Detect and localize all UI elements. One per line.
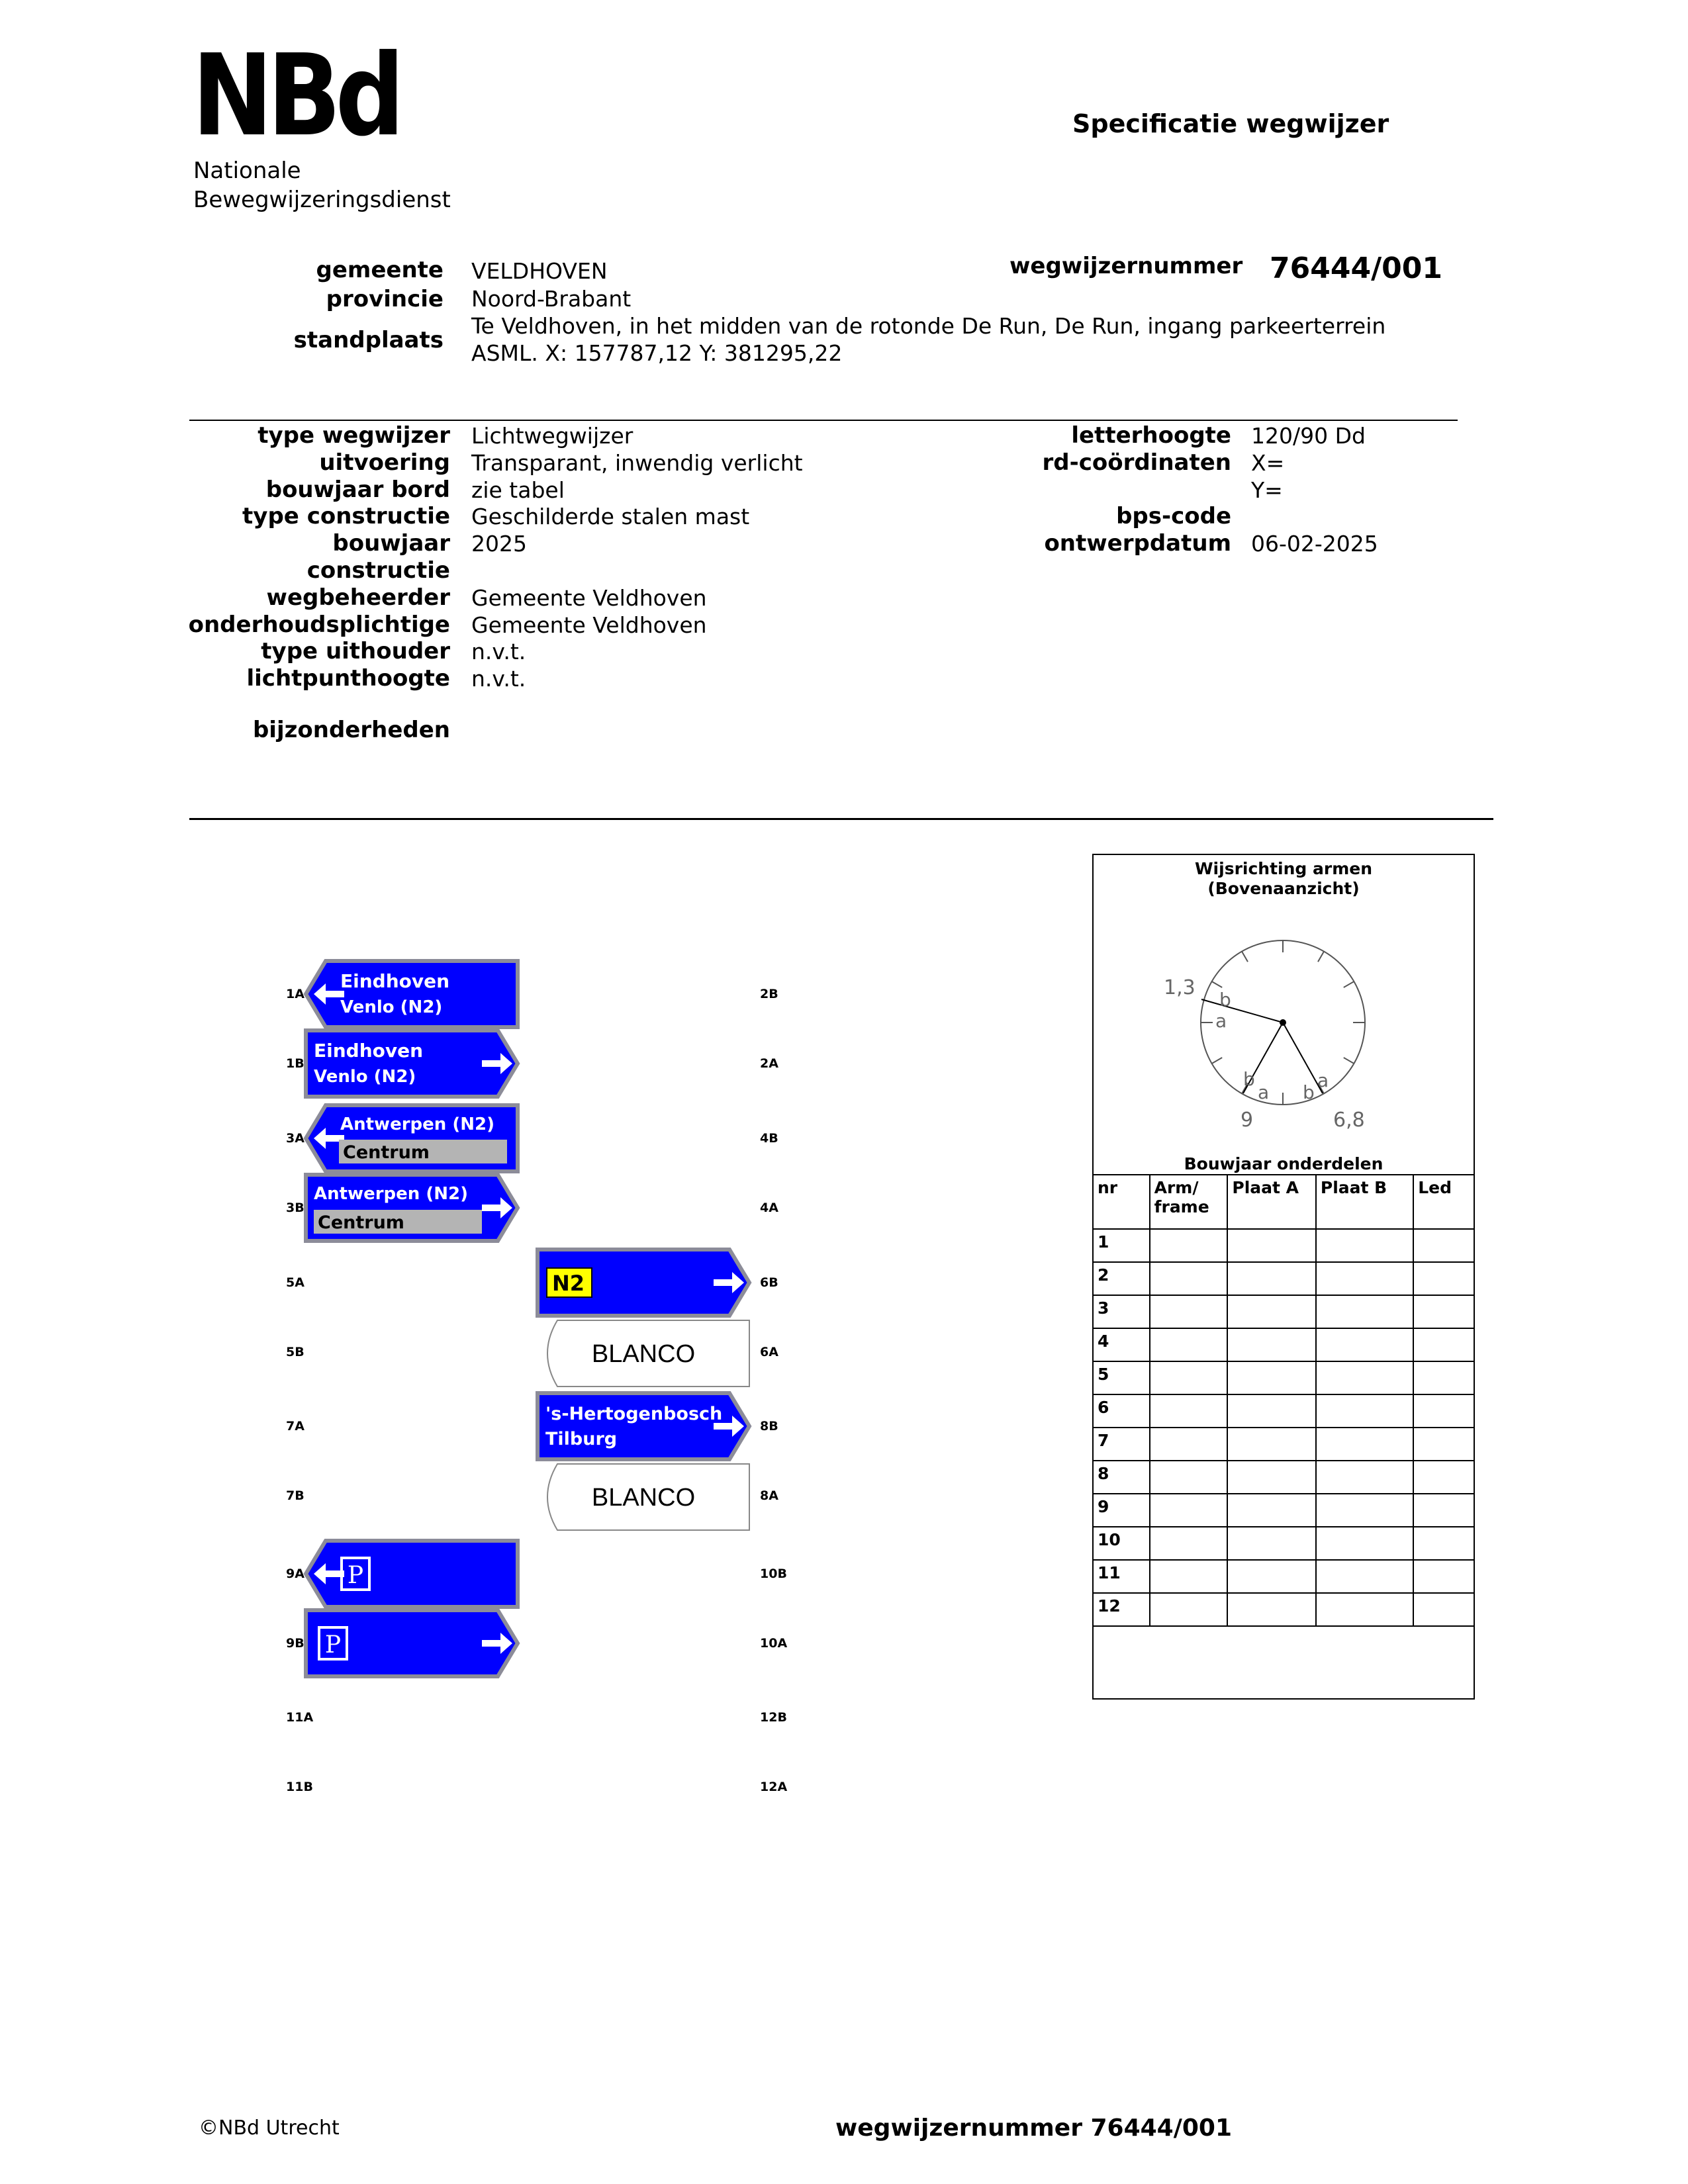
footer-copyright: ©NBd Utrecht bbox=[199, 2116, 340, 2140]
bouwjaar-cell bbox=[1316, 1461, 1413, 1494]
bouwjaar-row bbox=[1093, 1361, 1474, 1394]
spec-right-label: bps-code bbox=[1116, 503, 1231, 530]
bouwjaar-row bbox=[1093, 1428, 1474, 1461]
slot-label-right: 6B bbox=[760, 1275, 778, 1290]
bouwjaar-row-number: 8 bbox=[1093, 1461, 1150, 1494]
bouwjaar-row bbox=[1093, 1593, 1474, 1626]
slot-label-left: 1A bbox=[286, 987, 305, 1001]
compass-label-1-3: 1,3 bbox=[1164, 976, 1196, 999]
orientation-panel bbox=[1092, 854, 1475, 1700]
spec-label: bouwjaar bord bbox=[265, 476, 450, 503]
bouwjaar-row-number: 12 bbox=[1093, 1593, 1150, 1626]
slot-label-right: 12B bbox=[760, 1710, 787, 1725]
bouwjaar-cell bbox=[1150, 1527, 1228, 1560]
bouwjaar-cell bbox=[1150, 1394, 1228, 1428]
sign-9b-parking: P bbox=[324, 1631, 342, 1659]
spec-label: lichtpunthoogte bbox=[246, 665, 450, 692]
gemeente-label: gemeente bbox=[316, 257, 444, 283]
sign-3b-line2: Centrum bbox=[318, 1212, 404, 1233]
bouwjaar-cell bbox=[1316, 1593, 1413, 1626]
compass-center bbox=[1280, 1019, 1286, 1026]
sign-6a bbox=[547, 1320, 749, 1387]
bouwjaar-title: Bouwjaar onderdelen bbox=[1184, 1154, 1383, 1173]
bouwjaar-row bbox=[1093, 1461, 1474, 1494]
wegwijzernummer-value: 76444/001 bbox=[1270, 251, 1442, 285]
sign-1b-line1: Eindhoven bbox=[314, 1040, 424, 1062]
sign-8b bbox=[538, 1393, 749, 1459]
spec-right-label: rd-coördinaten bbox=[1042, 449, 1231, 476]
spec-right-value: 120/90 Dd bbox=[1251, 423, 1366, 449]
compass-label-9: 9 bbox=[1241, 1109, 1254, 1132]
compass-title-line2: (Bovenaanzicht) bbox=[1207, 879, 1360, 898]
slot-label-left: 11B bbox=[286, 1780, 313, 1794]
bouwjaar-cell bbox=[1413, 1461, 1474, 1494]
slot-label-right: 12A bbox=[760, 1780, 788, 1794]
sign-1b-line2: Venlo (N2) bbox=[314, 1067, 416, 1087]
slot-label-left: 7B bbox=[286, 1488, 305, 1503]
bouwjaar-cell bbox=[1227, 1328, 1316, 1361]
bouwjaar-cell bbox=[1413, 1262, 1474, 1295]
slot-label-left: 5B bbox=[286, 1345, 305, 1359]
arm-1-3 bbox=[1201, 999, 1283, 1023]
compass-tick bbox=[1318, 952, 1324, 962]
bouwjaar-cell bbox=[1316, 1394, 1413, 1428]
spec-value: Gemeente Veldhoven bbox=[471, 612, 707, 638]
bouwjaar-table bbox=[1092, 1174, 1475, 1627]
arm-6-8-b: b bbox=[1303, 1081, 1315, 1103]
sign-1a-line2: Venlo (N2) bbox=[340, 997, 443, 1017]
sign-6b-route: N2 bbox=[552, 1271, 585, 1296]
wegwijzernummer-label: wegwijzernummer bbox=[1009, 253, 1243, 279]
slot-label-right: 8A bbox=[760, 1488, 778, 1503]
bouwjaar-cell bbox=[1227, 1527, 1316, 1560]
spec-right-label: ontwerpdatum bbox=[1044, 530, 1231, 557]
bouwjaar-cell bbox=[1316, 1262, 1413, 1295]
bouwjaar-cell bbox=[1413, 1527, 1474, 1560]
bouwjaar-cell bbox=[1150, 1295, 1228, 1328]
compass-tick bbox=[1212, 1058, 1223, 1064]
bouwjaar-cell bbox=[1413, 1593, 1474, 1626]
sign-9b bbox=[306, 1610, 518, 1676]
bouwjaar-cell bbox=[1316, 1295, 1413, 1328]
bouwjaar-cell bbox=[1316, 1494, 1413, 1527]
bouwjaar-column-header: Led bbox=[1413, 1175, 1474, 1229]
bouwjaar-cell bbox=[1227, 1428, 1316, 1461]
bouwjaar-cell bbox=[1413, 1229, 1474, 1262]
sign-8b-line2: Tilburg bbox=[545, 1429, 618, 1449]
slot-label-right: 10A bbox=[760, 1636, 788, 1651]
slot-label-left: 3A bbox=[286, 1131, 305, 1146]
spec-label: wegbeheerder bbox=[266, 584, 450, 611]
slot-label-right: 4B bbox=[760, 1131, 778, 1146]
bouwjaar-column-header: Plaat A bbox=[1227, 1175, 1316, 1229]
bouwjaar-row-number: 4 bbox=[1093, 1328, 1150, 1361]
bouwjaar-cell bbox=[1316, 1527, 1413, 1560]
provincie-value: Noord-Brabant bbox=[471, 286, 632, 312]
arm-9-a: a bbox=[1258, 1081, 1270, 1103]
compass-title-line1: Wijsrichting armen bbox=[1194, 859, 1373, 878]
spec-label: constructie bbox=[306, 557, 450, 584]
slot-label-left: 5A bbox=[286, 1275, 305, 1290]
bouwjaar-column-header: Plaat B bbox=[1316, 1175, 1413, 1229]
slot-label-right: 6A bbox=[760, 1345, 778, 1359]
sign-1b bbox=[306, 1030, 518, 1097]
spec-value: Lichtwegwijzer bbox=[471, 423, 633, 449]
spec-value: Geschilderde stalen mast bbox=[471, 504, 750, 530]
bouwjaar-row-number: 9 bbox=[1093, 1494, 1150, 1527]
bouwjaar-cell bbox=[1150, 1262, 1228, 1295]
spec-label: uitvoering bbox=[319, 449, 450, 476]
org-name-line1: Nationale bbox=[193, 158, 301, 184]
slot-label-right: 2A bbox=[760, 1056, 778, 1071]
spec-value: zie tabel bbox=[471, 477, 565, 503]
bouwjaar-cell bbox=[1227, 1361, 1316, 1394]
bouwjaar-row bbox=[1093, 1328, 1474, 1361]
bouwjaar-cell bbox=[1413, 1494, 1474, 1527]
slot-label-right: 10B bbox=[760, 1567, 787, 1581]
bouwjaar-cell bbox=[1316, 1361, 1413, 1394]
sign-3b bbox=[306, 1175, 518, 1241]
spec-right-value: 06-02-2025 bbox=[1251, 531, 1378, 557]
bouwjaar-row bbox=[1093, 1494, 1474, 1527]
footer-wegwijzernummer: wegwijzernummer 76444/001 bbox=[835, 2115, 1233, 2142]
slot-label-right: 8B bbox=[760, 1419, 778, 1433]
bouwjaar-column-header: Arm/ frame bbox=[1150, 1175, 1228, 1229]
provincie-label: provincie bbox=[326, 286, 444, 312]
sign-8a bbox=[547, 1464, 749, 1530]
compass-tick bbox=[1212, 981, 1223, 987]
bouwjaar-cell bbox=[1413, 1560, 1474, 1593]
bouwjaar-cell bbox=[1150, 1229, 1228, 1262]
arm-9-b: b bbox=[1243, 1068, 1255, 1090]
org-name-line2: Bewegwijzeringsdienst bbox=[193, 187, 451, 213]
sign-9a-parking: P bbox=[347, 1562, 364, 1589]
bouwjaar-cell bbox=[1227, 1229, 1316, 1262]
bouwjaar-cell bbox=[1150, 1461, 1228, 1494]
bouwjaar-row-number: 5 bbox=[1093, 1361, 1150, 1394]
bouwjaar-cell bbox=[1316, 1229, 1413, 1262]
bouwjaar-cell bbox=[1227, 1394, 1316, 1428]
bouwjaar-cell bbox=[1227, 1593, 1316, 1626]
bouwjaar-cell bbox=[1413, 1295, 1474, 1328]
sign-6b bbox=[538, 1250, 749, 1316]
bouwjaar-cell bbox=[1150, 1560, 1228, 1593]
bouwjaar-cell bbox=[1316, 1328, 1413, 1361]
bouwjaar-cell bbox=[1413, 1428, 1474, 1461]
bouwjaar-cell bbox=[1413, 1394, 1474, 1428]
spec-value: Transparant, inwendig verlicht bbox=[471, 449, 803, 476]
sign-8a-blanco: BLANCO bbox=[591, 1484, 696, 1512]
bouwjaar-cell bbox=[1150, 1428, 1228, 1461]
bouwjaar-row bbox=[1093, 1295, 1474, 1328]
bouwjaar-cell bbox=[1227, 1262, 1316, 1295]
spec-value: Gemeente Veldhoven bbox=[471, 584, 707, 611]
spec-label: type uithouder bbox=[261, 638, 450, 665]
bouwjaar-cell bbox=[1227, 1461, 1316, 1494]
sign-1a bbox=[306, 961, 518, 1027]
bouwjaar-header-row bbox=[1093, 1175, 1474, 1229]
compass-label-6-8: 6,8 bbox=[1333, 1109, 1365, 1132]
nbd-logo: NBd bbox=[192, 30, 399, 161]
bouwjaar-row-number: 11 bbox=[1093, 1560, 1150, 1593]
compass-diagram bbox=[1094, 895, 1476, 1173]
arm-1-3-a: a bbox=[1215, 1010, 1227, 1032]
bouwjaar-cell bbox=[1150, 1361, 1228, 1394]
spec-right-value: Y= bbox=[1251, 477, 1283, 503]
sign-3a bbox=[306, 1105, 518, 1171]
spec-right-label: letterhoogte bbox=[1071, 422, 1231, 449]
bouwjaar-row bbox=[1093, 1394, 1474, 1428]
slot-label-left: 3B bbox=[286, 1201, 305, 1215]
arm-1-3-b: b bbox=[1219, 989, 1231, 1011]
bijzonderheden-label: bijzonderheden bbox=[252, 717, 450, 743]
spec-label: type constructie bbox=[242, 503, 450, 530]
sign-6a-blanco: BLANCO bbox=[591, 1340, 696, 1368]
sign-9a bbox=[306, 1541, 518, 1607]
bouwjaar-row bbox=[1093, 1262, 1474, 1295]
spec-label: onderhoudsplichtige bbox=[188, 611, 450, 638]
bouwjaar-cell bbox=[1150, 1494, 1228, 1527]
bouwjaar-cell bbox=[1413, 1361, 1474, 1394]
spec-right-value: X= bbox=[1251, 449, 1285, 476]
bouwjaar-row-number: 3 bbox=[1093, 1295, 1150, 1328]
sign-3b-line1: Antwerpen (N2) bbox=[314, 1184, 468, 1204]
bouwjaar-cell bbox=[1150, 1593, 1228, 1626]
spec-value: n.v.t. bbox=[471, 666, 526, 692]
compass-tick bbox=[1344, 1058, 1354, 1064]
slot-label-left: 1B bbox=[286, 1056, 305, 1071]
bouwjaar-row bbox=[1093, 1560, 1474, 1593]
bouwjaar-row-number: 1 bbox=[1093, 1229, 1150, 1262]
spec-value: n.v.t. bbox=[471, 639, 526, 665]
bouwjaar-row bbox=[1093, 1229, 1474, 1262]
bouwjaar-cell bbox=[1227, 1494, 1316, 1527]
slot-label-left: 7A bbox=[286, 1419, 305, 1433]
standplaats-line2: ASML. X: 157787,12 Y: 381295,22 bbox=[471, 340, 843, 366]
slot-label-left: 9B bbox=[286, 1636, 305, 1651]
sign-3a-line2: Centrum bbox=[343, 1142, 430, 1163]
standplaats-label: standplaats bbox=[293, 327, 444, 353]
spec-value: 2025 bbox=[471, 531, 527, 557]
compass-tick bbox=[1242, 952, 1248, 962]
gemeente-value: VELDHOVEN bbox=[471, 258, 608, 284]
slot-label-left: 9A bbox=[286, 1567, 305, 1581]
spec-label: bouwjaar bbox=[332, 530, 450, 557]
bouwjaar-cell bbox=[1316, 1560, 1413, 1593]
bouwjaar-row-number: 2 bbox=[1093, 1262, 1150, 1295]
bouwjaar-column-header: nr bbox=[1093, 1175, 1150, 1229]
bouwjaar-row-number: 6 bbox=[1093, 1394, 1150, 1428]
bouwjaar-cell bbox=[1316, 1428, 1413, 1461]
bouwjaar-cell bbox=[1150, 1328, 1228, 1361]
standplaats-line1: Te Veldhoven, in het midden van de rotonde De Run, De Run, ingang parkeerterrein bbox=[471, 313, 1386, 339]
slot-label-left: 11A bbox=[286, 1710, 314, 1725]
slot-label-right: 2B bbox=[760, 987, 778, 1001]
spec-label: type wegwijzer bbox=[258, 422, 450, 449]
slot-label-right: 4A bbox=[760, 1201, 778, 1215]
bouwjaar-row-number: 7 bbox=[1093, 1428, 1150, 1461]
bouwjaar-cell bbox=[1227, 1560, 1316, 1593]
bouwjaar-row bbox=[1093, 1527, 1474, 1560]
arm-6-8-a: a bbox=[1317, 1069, 1329, 1091]
bouwjaar-cell bbox=[1227, 1295, 1316, 1328]
compass-tick bbox=[1344, 981, 1354, 987]
bouwjaar-cell bbox=[1413, 1328, 1474, 1361]
bouwjaar-row-number: 10 bbox=[1093, 1527, 1150, 1560]
sign-3a-line1: Antwerpen (N2) bbox=[340, 1115, 494, 1134]
document-title: Specificatie wegwijzer bbox=[1072, 109, 1389, 138]
sign-1a-line1: Eindhoven bbox=[340, 970, 450, 992]
sign-8b-line1: 's-Hertogenbosch bbox=[545, 1404, 723, 1424]
